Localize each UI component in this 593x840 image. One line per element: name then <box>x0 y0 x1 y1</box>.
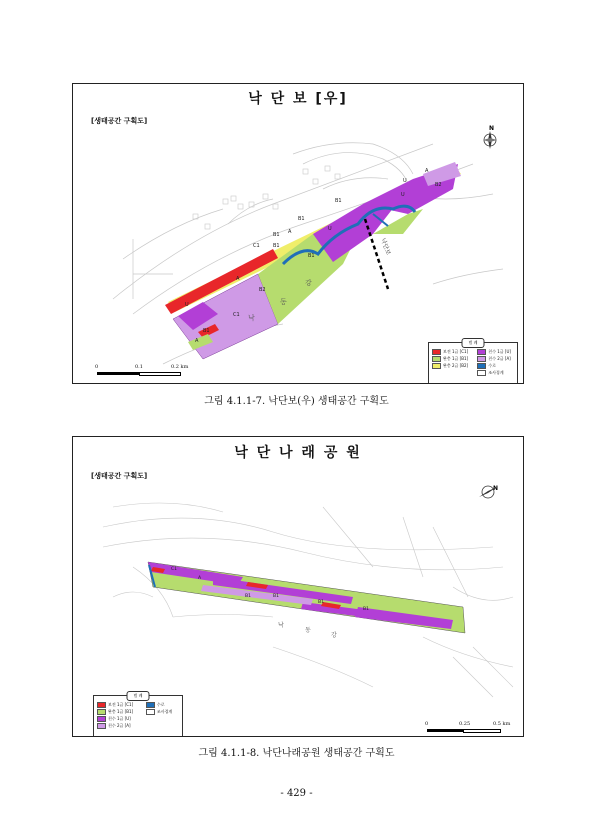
legend-label: 친수 2급 [A] <box>488 356 511 361</box>
legend-title: 범 례 <box>127 691 150 701</box>
scale-tick: 0.1 <box>135 364 143 370</box>
legend-swatch <box>97 702 106 708</box>
legend-swatch <box>432 363 441 369</box>
page-number: - 429 - <box>280 788 313 799</box>
zone-label: C1 <box>253 243 260 249</box>
map-title: 낙 단 나 래 공 원 <box>234 445 362 461</box>
scale-bar-white <box>463 729 501 733</box>
legend-grid <box>432 349 514 376</box>
legend-swatch <box>432 356 441 362</box>
zone-label: C1 <box>233 312 240 318</box>
legend-swatch <box>477 356 486 362</box>
scale-tick: 0 <box>425 721 429 727</box>
legend-swatch <box>146 702 155 708</box>
legend-label: 보전 1급 [C1] <box>108 702 134 707</box>
river-label-char: 낙 <box>248 314 255 322</box>
legend-item <box>477 349 514 355</box>
figure-caption: 그림 4.1.1-7. 낙단보(우) 생태공간 구획도 <box>204 396 389 407</box>
scale-bar <box>95 364 215 378</box>
legend-item <box>432 363 471 369</box>
map-canvas <box>73 84 523 383</box>
legend-title: 범 례 <box>462 338 485 348</box>
legend-box <box>428 342 518 384</box>
zone-label: B1 <box>308 253 315 259</box>
legend-swatch <box>432 349 441 355</box>
zone-label: B2 <box>435 182 442 188</box>
scale-tick: 0 <box>95 364 99 370</box>
figure-caption: 그림 4.1.1-8. 낙단나래공원 생태공간 구획도 <box>198 748 395 759</box>
zone-label: B2 <box>259 287 266 293</box>
svg-text:N: N <box>489 125 495 132</box>
legend-item <box>146 709 179 715</box>
zone-label: B1 <box>273 594 279 599</box>
scale-bar-white <box>139 372 181 376</box>
zone-label: B1 <box>273 232 280 238</box>
legend-swatch <box>146 709 155 715</box>
zone-label: B1 <box>298 216 305 222</box>
zone-label: U <box>328 226 332 232</box>
river-label-char: 강 <box>331 632 337 639</box>
legend-swatch <box>477 370 486 376</box>
legend-item <box>146 702 179 708</box>
basemap-buildings <box>193 166 340 229</box>
river-label-char: 강 <box>305 279 312 287</box>
zone-label: B1 <box>245 594 251 599</box>
zone-label: A <box>195 338 199 344</box>
scale-bar <box>425 721 520 735</box>
zone-label: B1 <box>363 607 369 612</box>
map-sub-label: [생태공간 구획도] <box>91 472 148 480</box>
legend-item <box>477 363 514 369</box>
weir-label: 낙단보 <box>379 237 392 257</box>
legend-swatch <box>97 716 106 722</box>
legend-label: 완충 2급 [B2] <box>443 363 469 368</box>
zone-label: B1 <box>203 328 210 334</box>
legend-label: 완충 1급 [B1] <box>443 356 469 361</box>
map-frame-nakdanbo <box>72 83 524 384</box>
river-label-char: 동 <box>305 627 311 634</box>
legend-label: 친수 2급 [A] <box>108 723 131 728</box>
legend-item <box>432 370 471 376</box>
scale-bar-black <box>97 372 139 375</box>
legend-box <box>93 695 183 737</box>
legend-item <box>432 356 471 362</box>
zone-label: A <box>288 229 292 235</box>
zone-label: B1 <box>335 198 342 204</box>
zone-label: U <box>185 302 189 308</box>
legend-label: 조사경계 <box>156 709 173 714</box>
legend-item <box>97 723 140 729</box>
scale-bar-black <box>427 729 463 732</box>
zone-label: B1 <box>273 243 280 249</box>
legend-item <box>477 356 514 362</box>
zone-label: U <box>401 192 405 198</box>
legend-item <box>477 370 514 376</box>
legend-label: 수로 <box>488 363 496 368</box>
zone-label: A <box>425 168 429 174</box>
legend-grid <box>97 702 179 729</box>
legend-swatch <box>97 723 106 729</box>
legend-label: 조사경계 <box>488 370 504 375</box>
scale-tick: 0.2 km <box>171 364 189 370</box>
scale-tick: 0.5 km <box>493 721 511 727</box>
legend-swatch <box>477 349 486 355</box>
svg-text:N: N <box>493 485 499 492</box>
map-title: 낙 단 보 [우] <box>248 91 348 107</box>
legend-swatch <box>97 709 106 715</box>
legend-item <box>97 702 140 708</box>
legend-item <box>432 349 471 355</box>
legend-item <box>97 709 140 715</box>
map-frame-nakdan-narae-park <box>72 436 524 737</box>
river-label-char: 낙 <box>278 622 284 629</box>
zone-label: A <box>236 276 240 282</box>
zone-label: A <box>198 576 202 581</box>
zone-label: U <box>403 178 407 184</box>
legend-item <box>97 716 140 722</box>
zone-label: C1 <box>171 567 178 572</box>
map-sub-label: [생태공간 구획도] <box>91 117 148 125</box>
legend-label: 수로 <box>156 702 165 707</box>
legend-item <box>146 716 179 722</box>
legend-label: 친수 1급 [U] <box>108 716 131 721</box>
legend-swatch <box>477 363 486 369</box>
scale-tick: 0.25 <box>459 721 471 727</box>
river-label-char: 동 <box>280 298 287 306</box>
legend-label: 완충 1급 [B1] <box>108 709 134 714</box>
zone-label: B1 <box>318 600 324 605</box>
legend-label: 친수 1급 [U] <box>488 349 511 354</box>
legend-label: 보전 1급 [C1] <box>443 349 469 354</box>
